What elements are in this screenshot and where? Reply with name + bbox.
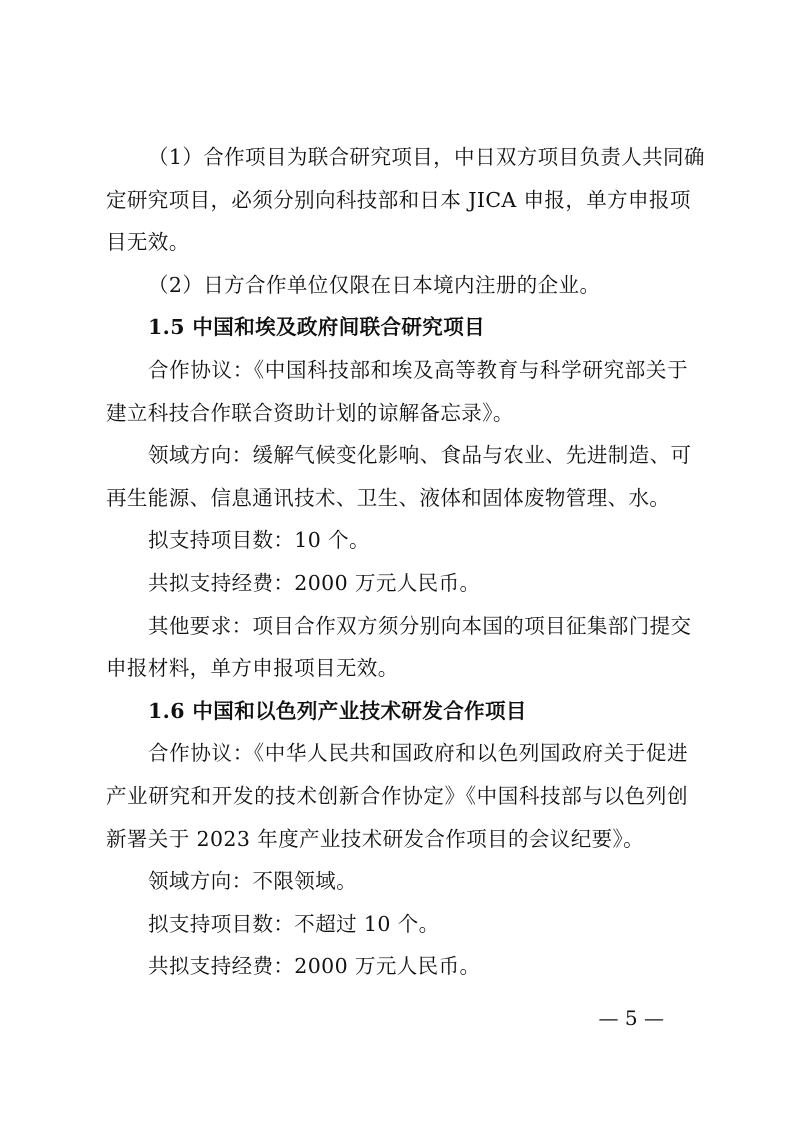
section-heading: 1.5 中国和埃及政府间联合研究项目 xyxy=(148,315,486,340)
paragraph-line: 新署关于 2023 年度产业技术研发合作项目的会议纪要》。 xyxy=(106,826,645,851)
paragraph-line: （1）合作项目为联合研究项目，中日双方项目负责人共同确 xyxy=(148,145,705,169)
page-number: — 5 — xyxy=(598,1006,664,1030)
paragraph-line: 产业研究和开发的技术创新合作协定》《中国科技部与以色列创 xyxy=(106,783,688,808)
paragraph-line: 再生能源、信息通讯技术、卫生、液体和固体废物管理、水。 xyxy=(106,485,671,510)
paragraph-line: 共拟支持经费：2000 万元人民币。 xyxy=(148,954,481,979)
paragraph-line: 申报材料，单方申报项目无效。 xyxy=(106,656,399,681)
paragraph-line: 目无效。 xyxy=(106,230,190,255)
paragraph-line: （2）日方合作单位仅限在日本境内注册的企业。 xyxy=(148,272,601,297)
paragraph-line: 领域方向：缓解气候变化影响、食品与农业、先进制造、可 xyxy=(148,443,692,468)
paragraph-line: 合作协议：《中国科技部和埃及高等教育与科学研究部关于 xyxy=(148,357,688,382)
paragraph-line: 定研究项目，必须分别向科技部和日本 JICA 申报，单方申报项 xyxy=(106,187,691,212)
paragraph-line: 拟支持项目数：不超过 10 个。 xyxy=(148,911,440,936)
paragraph-line: 建立科技合作联合资助计划的谅解备忘录》。 xyxy=(106,400,514,425)
paragraph-line: 合作协议：《中华人民共和国政府和以色列国政府关于促进 xyxy=(148,741,688,766)
paragraph-line: 领域方向：不限领域。 xyxy=(148,869,357,894)
paragraph-line: 其他要求：项目合作双方须分别向本国的项目征集部门提交 xyxy=(148,613,692,638)
paragraph-line: 拟支持项目数：10 个。 xyxy=(148,528,370,553)
paragraph-line: 共拟支持经费：2000 万元人民币。 xyxy=(148,570,481,595)
document-body xyxy=(106,136,705,988)
section-heading: 1.6 中国和以色列产业技术研发合作项目 xyxy=(148,698,527,723)
